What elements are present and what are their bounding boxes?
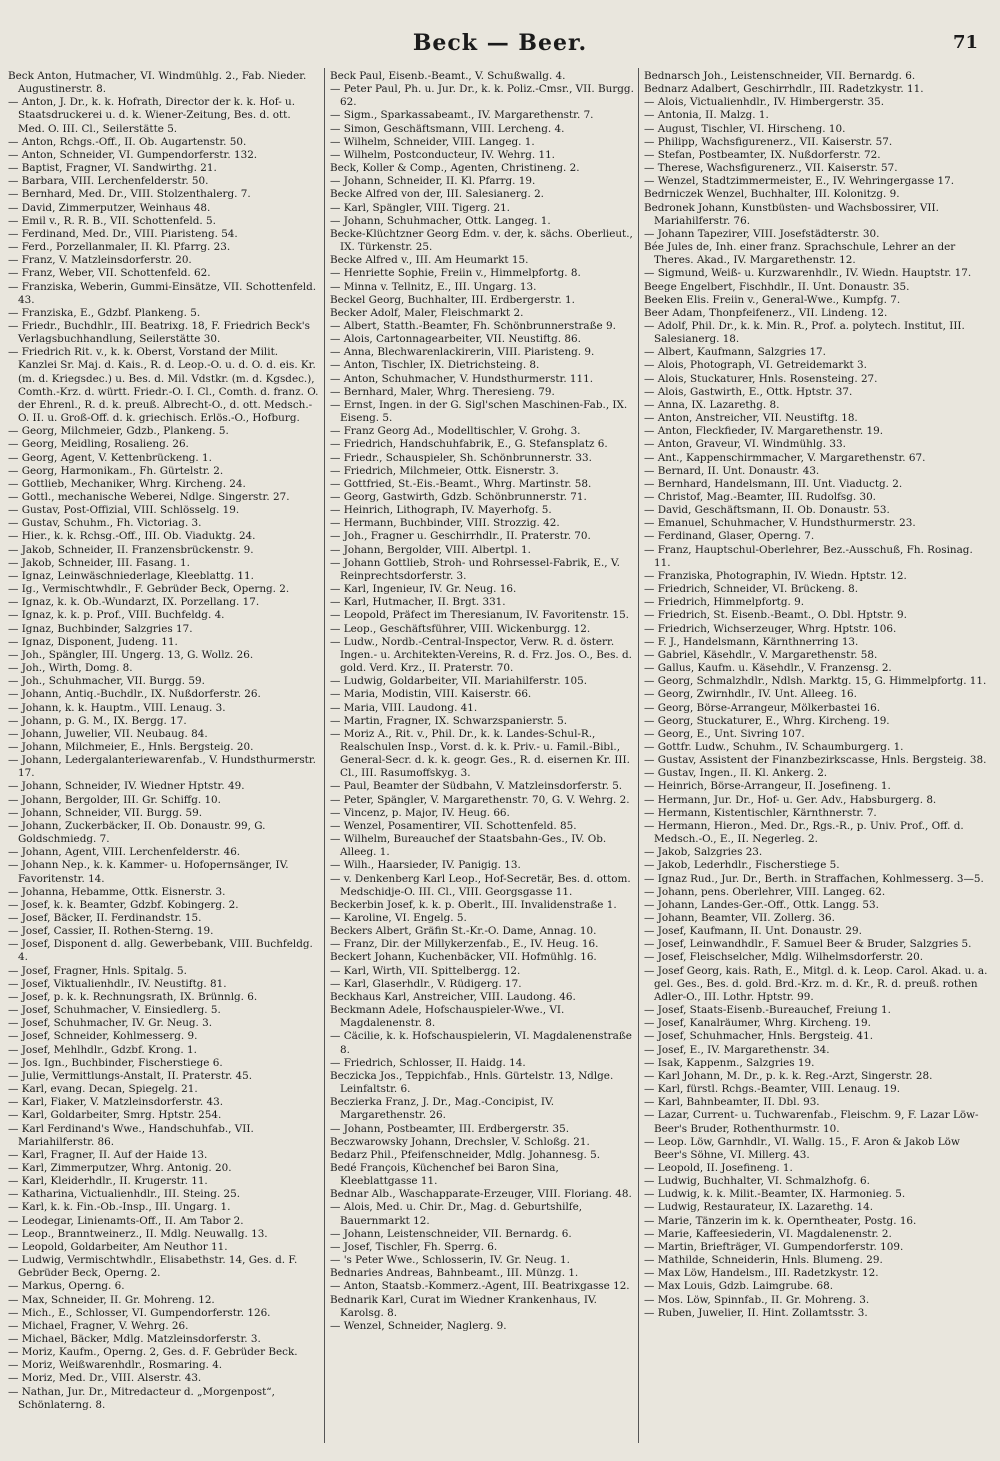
directory-entry: — Peter, Spängler, V. Margarethenstr. 70, G. V. Wehrg. 2. <box>330 793 630 806</box>
directory-entry: — Karl, Kleiderhdlr., II. Krugerstr. 11. <box>8 1175 208 1188</box>
directory-entry: — Josef, Fragner, Hnls. Spitalg. 5. <box>8 964 187 977</box>
directory-entry: — Georg, Milchmeier, Gdzb., Plankeng. 5. <box>8 425 229 438</box>
directory-entry: Beckhaus Karl, Anstreicher, VIII. Laudong. 46. <box>330 990 576 1003</box>
directory-entry: — Georg, Zwirnhdlr., IV. Unt. Alleeg. 16. <box>644 688 857 701</box>
directory-entry: — Ignaz, Disponent, Judeng. 11. <box>8 635 178 648</box>
directory-entry: Beckers Albert, Gräfin St.-Kr.-O. Dame, Annag. 10. <box>330 925 597 938</box>
directory-entry: — Ludwig, Restaurateur, IX. Lazarethg. 14. <box>644 1201 874 1214</box>
directory-entry: — Hermann, Jur. Dr., Hof- u. Ger. Adv., Habsburgerg. 8. <box>644 793 937 806</box>
directory-entry: — Anton, Schneider, VI. Gumpendorferstr. 132. <box>8 148 258 161</box>
page-header <box>0 30 1000 58</box>
directory-entry: — Johann Nep., k. k. Kammer- u. Hofopernsänger, IV. Favoritenstr. 14. <box>8 859 289 885</box>
directory-entry: — Ferd., Porzellanmaler, II. Kl. Pfarrg. 23. <box>8 241 231 254</box>
directory-entry: — Anton, Graveur, VI. Windmühlg. 33. <box>644 438 846 451</box>
directory-entry: — Johann, Schneider, IV. Wiedner Hptstr. 49. <box>8 780 245 793</box>
page-number: 71 <box>952 32 978 53</box>
directory-entry: Bednar Alb., Waschapparate-Erzeuger, VIII. Floriang. 48. <box>330 1188 632 1201</box>
directory-entry: Becke-Klüchtzner Georg Edm. v. der, k. sächs. Oberlieut., IX. Türkenstr. 25. <box>330 227 633 254</box>
directory-entry: — Karl, Hutmacher, II. Brgt. 331. <box>330 596 506 609</box>
directory-entry: — Minna v. Tellnitz, E., III. Ungarg. 13. <box>330 280 537 293</box>
directory-entry: — Franz, Weber, VII. Schottenfeld. 62. <box>8 267 211 280</box>
directory-entry: — Leopold, Präfect im Theresianum, IV. Favoritenstr. 15. <box>330 609 629 622</box>
directory-entry: — Alois, Photograph, VI. Getreidemarkt 3. <box>644 359 867 372</box>
directory-entry: — Johann Tapezirer, VIII. Josefstädterstr. 30. <box>644 227 880 240</box>
directory-entry: Beege Engelbert, Fischhdlr., II. Unt. Donaustr. 35. <box>644 280 910 293</box>
directory-entry: — Johann, k. k. Hauptm., VIII. Lenaug. 3. <box>8 701 226 714</box>
directory-entry: — Anton, Schuhmacher, V. Hundsthurmerstr. 111. <box>330 372 594 385</box>
directory-entry: — Friedrich, Milchmeier, Ottk. Eisnerstr. 3. <box>330 464 559 477</box>
directory-entry: — Georg, Meidling, Rosalieng. 26. <box>8 438 189 451</box>
directory-entry: — Therese, Wachsfigurenerz., VII. Kaiserstr. 57. <box>644 162 898 175</box>
directory-entry: — Wenzel, Schneider, Naglerg. 9. <box>330 1319 507 1332</box>
directory-entry: — Josef, p. k. k. Rechnungsrath, IX. Brünnlg. 6. <box>8 990 258 1003</box>
directory-entry: — Gottfr. Ludw., Schuhm., IV. Schaumburgerg. 1. <box>644 740 904 753</box>
directory-entry: — Gustav, Post-Offizial, VIII. Schlösselg. 19. <box>8 504 240 517</box>
directory-entry: — Friedr., Buchdhlr., III. Beatrixg. 18, F. Friedrich Beck's Verlagsbuchhandlung, Seilerstätte 30. <box>8 319 310 346</box>
directory-entry: — Michael, Bäcker, Mdlg. Matzleinsdorferstr. 3. <box>8 1333 261 1345</box>
directory-entry: — Ignaz, Buchbinder, Salzgries 17. <box>8 622 193 635</box>
column-divider <box>638 68 639 1443</box>
directory-entry: — Gabriel, Käsehdlr., V. Margarethenstr. 58. <box>644 648 878 661</box>
directory-entry: — Ferdinand, Glaser, Operng. 7. <box>644 530 815 543</box>
directory-entry: Bedronek Johann, Kunstbüsten- und Wachsbossirer, VII. Mariahilferstr. 76. <box>644 201 939 227</box>
directory-entry: — Josef, E., IV. Margarethenstr. 34. <box>644 1043 830 1056</box>
directory-entry: Beckmann Adele, Hofschauspieler-Wwe., VI. Magdalenenstr. 8. <box>330 1004 565 1030</box>
directory-entry: — Leopold, Goldarbeiter, Am Neuthor 11. <box>8 1240 228 1253</box>
directory-entry: — Franz, Hauptschul-Oberlehrer, Bez.-Ausschuß, Fh. Rosinag. 11. <box>644 543 973 569</box>
directory-entry: — Johann, Beamter, VII. Zollerg. 36. <box>644 912 835 924</box>
directory-entry: — Ludwig, Vermischtwhdlr., Elisabethstr. 14, Ges. d. F. Gebrüder Beck, Operng. 2. <box>8 1254 298 1280</box>
directory-entry: — Michael, Fragner, V. Wehrg. 26. <box>8 1319 189 1332</box>
directory-entry: Becker Adolf, Maler, Fleischmarkt 2. <box>330 306 524 319</box>
directory-entry: — Jos. Ign., Buchbinder, Fischerstiege 6. <box>8 1056 223 1069</box>
directory-entry: — Emil v., R. R. B., VII. Schottenfeld. 5. <box>8 214 216 227</box>
directory-entry: Becke Alfred von der, III. Salesianerg. 2. <box>330 188 544 201</box>
directory-entry: — Peter Paul, Ph. u. Jur. Dr., k. k. Poliz.-Cmsr., VII. Burgg. 62. <box>330 83 634 109</box>
directory-entry: — Martin, Briefträger, VI. Gumpendorferstr. 109. <box>644 1240 904 1253</box>
directory-entry: — Johann, Milchmeier, E., Hnls. Bergsteig. 20. <box>8 740 254 753</box>
directory-entry: — Gustav, Assistent der Finanzbezirkscasse, Hnls. Bergsteig. 38. <box>644 754 987 767</box>
directory-entry: — Friedrich, St. Eisenb.-Beamt., O. Dbl. Hptstr. 9. <box>644 609 907 622</box>
directory-entry: Bedarz Phil., Pfeifenschneider, Mdlg. Johannesg. 5. <box>330 1148 601 1161</box>
directory-entry: — Philipp, Wachsfigurenerz., VII. Kaiserstr. 57. <box>644 135 893 148</box>
directory-entry: — Josef, k. k. Beamter, Gdzbf. Kobingerg. 2. <box>8 898 239 911</box>
directory-entry: — Franz, Dir. der Millykerzenfab., E., IV. Heug. 16. <box>330 938 599 951</box>
directory-entry: — Paul, Beamter der Südbahn, V. Matzleinsdorferstr. 5. <box>330 780 623 793</box>
directory-entry: — Johann, Bergolder, III. Gr. Schiffg. 10. <box>8 793 221 806</box>
directory-entry: — Martin, Fragner, IX. Schwarzspanierstr. 5. <box>330 714 568 727</box>
directory-entry: — Joh., Fragner u. Geschirrhdlr., II. Praterstr. 70. <box>330 530 591 543</box>
directory-entry: — Friedrich, Schlosser, II. Haidg. 14. <box>330 1056 526 1069</box>
directory-entry: — Hermann, Hieron., Med. Dr., Rgs.-R., p. Univ. Prof., Off. d. Medsch.-O., E., II. Negerleg. 2. <box>644 819 964 846</box>
directory-entry: — Mathilde, Schneiderin, Hnls. Blumeng. 29. <box>644 1254 883 1267</box>
directory-entry: — August, Tischler, VI. Hirscheng. 10. <box>644 122 846 135</box>
directory-entry: — Anton, Staatsb.-Kommerz.-Agent, III. Beatrixgasse 12. <box>330 1280 630 1293</box>
directory-entry: — Johann, p. G. M., IX. Bergg. 17. <box>8 714 187 727</box>
directory-column-2 <box>330 70 634 1450</box>
directory-entry: — Max Louis, Gdzb. Laimgrube. 68. <box>644 1280 833 1293</box>
directory-entry: — Josef, Cassier, II. Rothen-Sterng. 19. <box>8 925 214 938</box>
directory-entry: — Josef, Tischler, Fh. Sperrg. 6. <box>330 1240 498 1253</box>
directory-entry: — David, Zimmerputzer, Weinhaus 48. <box>8 201 211 214</box>
directory-entry: Bednarsch Joh., Leistenschneider, VII. Bernardg. 6. <box>644 70 916 82</box>
directory-entry: — Leodegar, Linienamts-Off., II. Am Tabor 2. <box>8 1214 244 1227</box>
directory-entry: — Georg, Agent, V. Kettenbrückeng. 1. <box>8 451 212 464</box>
directory-entry: — Alois, Victualienhdlr., IV. Himbergerstr. 35. <box>644 96 885 109</box>
directory-entry: — Johann, Landes-Ger.-Off., Ottk. Langg. 53. <box>644 898 879 911</box>
directory-entry: Beeken Elis. Freiin v., General-Wwe., Kumpfg. 7. <box>644 293 901 306</box>
directory-entry: — Bernard, II. Unt. Donaustr. 43. <box>644 464 820 477</box>
directory-entry: — Karl, Bahnbeamter, II. Dbl. 93. <box>644 1096 820 1109</box>
directory-entry: — Gustav, Schuhm., Fh. Victoriag. 3. <box>8 517 202 530</box>
directory-entry: — Leop., Branntweinerz., II. Mdlg. Neuwallg. 13. <box>8 1227 268 1240</box>
directory-entry: — Karl Johann, M. Dr., p. k. k. Reg.-Arzt, Singerstr. 28. <box>644 1069 933 1082</box>
directory-entry: — Emanuel, Schuhmacher, V. Hundsthurmerstr. 23. <box>644 517 916 530</box>
directory-entry: — Karl, evang. Decan, Spiegelg. 21. <box>8 1083 198 1096</box>
directory-entry: — Ruben, Juwelier, II. Hint. Zollamtsstr. 3. <box>644 1306 868 1319</box>
directory-entry: — Ludwig, Goldarbeiter, VII. Mariahilferstr. 105. <box>330 675 587 688</box>
directory-entry: — Johann, Postbeamter, III. Erdbergerstr. 35. <box>330 1122 570 1135</box>
directory-entry: — Jakob, Schneider, II. Franzensbrückenstr. 9. <box>8 543 254 556</box>
directory-entry: — Johann, Ledergalanteriewarenfab., V. Hundsthurmerstr. 17. <box>8 754 316 780</box>
directory-entry: — Georg, Gastwirth, Gdzb. Schönbrunnerstr. 71. <box>330 491 587 503</box>
directory-entry: — Ludw., Nordb.-Central-Inspector, Verw. R. d. österr. Ingen.- u. Architekten-Vereins, R. d. Frz. Jos. O., Bes. d. gold. Verd. Krz., II. Praterstr. 70. <box>330 635 632 675</box>
directory-entry: — Ignaz, k. k. p. Prof., VIII. Buchfeldg. 4. <box>8 609 225 622</box>
directory-entry: — Ferdinand, Med. Dr., VIII. Piaristeng. 54. <box>8 227 238 240</box>
directory-entry: — Franziska, Weberin, Gummi-Einsätze, VII. Schottenfeld. 43. <box>8 280 317 306</box>
directory-entry: — Sigmund, Weiß- u. Kurzwarenhdlr., IV. Wiedn. Hauptstr. 17. <box>644 267 972 280</box>
directory-column-3 <box>644 70 990 1450</box>
directory-entry: — Hermann, Kistentischler, Kärnthnerstr. 7. <box>644 806 877 819</box>
directory-entry: Beck Paul, Eisenb.-Beamt., V. Schußwallg. 4. <box>330 70 566 82</box>
directory-entry: — Johann, Juwelier, VII. Neubaug. 84. <box>8 727 208 740</box>
directory-entry: — Joh., Spängler, III. Ungerg. 13, G. Wollz. 26. <box>8 648 254 661</box>
directory-entry: — Ig., Vermischtwhdlr., F. Gebrüder Beck, Operng. 2. <box>8 583 290 596</box>
directory-entry: — Johann Gottlieb, Stroh- und Rohrsessel-Fabrik, E., V. Reinprechtsdorferstr. 3. <box>330 556 620 582</box>
column-divider <box>324 68 325 1443</box>
directory-entry: Beckel Georg, Buchhalter, III. Erdbergerstr. 1. <box>330 293 575 306</box>
directory-entry: — Anna, IX. Lazarethg. 8. <box>644 398 780 411</box>
directory-entry: — Jakob, Lederhdlr., Fischerstiege 5. <box>644 859 840 872</box>
directory-entry: — Leop., Geschäftsführer, VIII. Wickenburgg. 12. <box>330 622 591 635</box>
directory-entry: — Karl, Ingenieur, IV. Gr. Neug. 16. <box>330 583 517 596</box>
directory-entry: — Anna, Blechwarenlackirerin, VIII. Piaristeng. 9. <box>330 346 595 359</box>
directory-entry: — Georg, Börse-Arrangeur, Mölkerbastei 16. <box>644 701 881 714</box>
directory-entry: — Johann, pens. Oberlehrer, VIII. Langeg. 62. <box>644 885 886 898</box>
directory-entry: — Johann, Zuckerbäcker, II. Ob. Donaustr. 99, G. Goldschmiedg. 7. <box>8 819 266 846</box>
directory-entry: — Johann, Schuhmacher, Ottk. Langeg. 1. <box>330 214 551 227</box>
directory-entry: — Johann, Bergolder, VIII. Albertpl. 1. <box>330 543 531 556</box>
directory-entry: Beczicka Jos., Teppichfab., Hnls. Gürtelstr. 13, Ndlge. Leinfaltstr. 6. <box>330 1069 614 1096</box>
directory-entry: — Anton, Tischler, IX. Dietrichsteing. 8. <box>330 359 540 372</box>
directory-entry: — Ignaz, k. k. Ob.-Wundarzt, IX. Porzellang. 17. <box>8 596 260 609</box>
directory-entry: — Adolf, Phil. Dr., k. k. Min. R., Prof. a. polytech. Institut, III. Salesianerg. 18. <box>644 319 965 346</box>
directory-entry: — Ignaz Rud., Jur. Dr., Berth. in Straffachen, Kohlmesserg. 3—5. <box>644 872 984 885</box>
directory-entry: Bednarz Adalbert, Geschirrhdlr., III. Radetzkystr. 11. <box>644 83 924 96</box>
directory-entry: — Josef, Schuhmacher, Hnls. Bergsteig. 41. <box>644 1030 874 1043</box>
directory-entry: — Franz Georg Ad., Modelltischler, V. Grohg. 3. <box>330 425 581 438</box>
directory-entry: — Josef, Viktualienhdlr., IV. Neustiftg. 81. <box>8 977 227 990</box>
directory-entry: Bée Jules de, Inh. einer franz. Sprachschule, Lehrer an der Theres. Akad., IV. Margarethenstr. 12. <box>644 241 956 267</box>
directory-entry: — Franziska, E., Gdzbf. Plankeng. 5. <box>8 306 201 319</box>
directory-entry: — Mich., E., Schlosser, VI. Gumpendorferstr. 126. <box>8 1306 271 1319</box>
directory-entry: — v. Denkenberg Karl Leop., Hof-Secretär, Bes. d. ottom. Medschidje-O. III. Cl., VIII. Georgsgasse 11. <box>330 872 631 898</box>
directory-entry: Beckert Johann, Kuchenbäcker, VII. Hofmühlg. 16. <box>330 951 597 964</box>
directory-entry: — Simon, Geschäftsmann, VIII. Lercheng. 4. <box>330 122 565 135</box>
directory-entry: Beczwarowsky Johann, Drechsler, V. Schloßg. 21. <box>330 1135 590 1148</box>
directory-entry: — Friedrich, Handschuhfabrik, E., G. Stefansplatz 6. <box>330 438 608 451</box>
directory-entry: — Hermann, Buchbinder, VIII. Strozzig. 42. <box>330 517 560 530</box>
directory-entry: — Josef, Mehlhdlr., Gdzbf. Krong. 1. <box>8 1043 197 1056</box>
directory-entry: — Karl, Goldarbeiter, Smrg. Hptstr. 254. <box>8 1109 222 1122</box>
directory-entry: — Alois, Med. u. Chir. Dr., Mag. d. Geburtshilfe, Bauernmarkt 12. <box>330 1201 583 1227</box>
directory-entry: — Friedrich Rit. v., k. k. Oberst, Vorstand der Milit. Kanzlei Sr. Maj. d. Kais., R. d. Leop.-O. u. d. O. d. eis. Kr. (m. d. Kriegsdec.) u. Bes. d. Mil. Vdstkr. (m. d. Kgsdec.), Comth.-Krz. d. württ. Friedr.-O. I. Cl., Comth. d. franz. O. der Ehrenl., R. d. k. preuß. Albrecht-O., d. ott. Medsch.-O. II. u. Groß-Off. d. k. griechisch. Erlös.-O., Hofburg. <box>8 346 319 425</box>
directory-entry: — Barbara, VIII. Lerchenfelderstr. 50. <box>8 175 209 188</box>
directory-entry: — David, Geschäftsmann, II. Ob. Donaustr. 53. <box>644 504 890 517</box>
directory-entry: — Ludwig, k. k. Milit.-Beamter, IX. Harmonieg. 5. <box>644 1188 906 1201</box>
directory-entry: Becke Alfred v., III. Am Heumarkt 15. <box>330 254 529 267</box>
directory-entry: — Markus, Operng. 6. <box>8 1280 125 1293</box>
directory-entry: Beckerbin Josef, k. k. p. Oberlt., III. Invalidenstraße 1. <box>330 898 617 911</box>
directory-entry: — Heinrich, Börse-Arrangeur, II. Josefineng. 1. <box>644 780 891 793</box>
directory-entry: — Moriz, Weißwarenhdlr., Rosmaring. 4. <box>8 1359 223 1372</box>
directory-entry: — Bernhard, Maler, Whrg. Theresieng. 79. <box>330 385 555 398</box>
directory-entry: Beer Adam, Thonpfeifenerz., VII. Lindeng. 12. <box>644 306 888 319</box>
directory-entry: — 's Peter Wwe., Schlosserin, IV. Gr. Neug. 1. <box>330 1254 570 1267</box>
directory-entry: — Wenzel, Posamentirer, VII. Schottenfeld. 85. <box>330 819 577 832</box>
directory-entry: — Ant., Kappenschirmmacher, V. Margarethenstr. 67. <box>644 451 926 464</box>
directory-entry: — Friedrich, Schneider, VI. Brückeng. 8. <box>644 583 859 596</box>
directory-entry: — Antonia, II. Malzg. 1. <box>644 109 769 122</box>
directory-entry: — Anton, Fleckfieder, IV. Margarethenstr. 19. <box>644 425 884 438</box>
directory-entry: — Heinrich, Lithograph, IV. Mayerhofg. 5. <box>330 504 552 517</box>
directory-entry: — Karl, Wirth, VII. Spittelbergg. 12. <box>330 964 521 977</box>
directory-entry: — Gottl., mechanische Weberei, Ndlge. Singerstr. 27. <box>8 491 290 503</box>
directory-entry: — Johann, Schneider, II. Kl. Pfarrg. 19. <box>330 175 536 188</box>
directory-entry: — Johanna, Hebamme, Ottk. Eisnerstr. 3. <box>8 885 226 898</box>
directory-entry: — Wilh., Haarsieder, IV. Panigig. 13. <box>330 859 521 872</box>
directory-entry: — Ignaz, Leinwäschniederlage, Kleeblattg. 11. <box>8 569 254 582</box>
directory-entry: Beck Anton, Hutmacher, VI. Windmühlg. 2., Fab. Nieder. Augustinerstr. 8. <box>8 70 307 96</box>
directory-entry: Beczierka Franz, J. Dr., Mag.-Concipist, IV. Margarethenstr. 26. <box>330 1096 555 1122</box>
directory-entry: — Albert, Statth.-Beamter, Fh. Schönbrunnerstraße 9. <box>330 319 616 332</box>
directory-entry: — Mos. Löw, Spinnfab., II. Gr. Mohreng. 3. <box>644 1293 870 1306</box>
directory-entry: — Max Löw, Handelsm., III. Radetzkystr. 12. <box>644 1267 879 1280</box>
page-title: Beck — Beer. <box>412 30 588 56</box>
directory-entry: — Wenzel, Stadtzimmermeister, E., IV. Wehringergasse 17. <box>644 175 955 188</box>
directory-entry: — F. J., Handelsmann, Kärnthnerring 13. <box>644 635 859 648</box>
directory-entry: — Anton, Rchgs.-Off., II. Ob. Augartenstr. 50. <box>8 135 247 148</box>
directory-entry: — Josef, Disponent d. allg. Gewerbebank, VIII. Buchfeldg. 4. <box>8 938 313 964</box>
directory-entry: — Cäcilie, k. k. Hofschauspielerin, VI. Magdalenenstraße 8. <box>330 1030 632 1056</box>
directory-entry: — Friedrich, Wichserzeuger, Whrg. Hptstr. 106. <box>644 622 897 635</box>
directory-entry: — Anton, J. Dr., k. k. Hofrath, Director der k. k. Hof- u. Staatsdruckerei u. d. k. Wiener-Zeitung, Bes. d. ott. Med. O. III. Cl., Seilerstätte 5. <box>8 96 296 135</box>
directory-entry: — Alois, Stuckaturer, Hnls. Rosensteing. 27. <box>644 372 878 385</box>
directory-entry: — Karl Ferdinand's Wwe., Handschuhfab., VII. Mariahilferstr. 86. <box>8 1122 254 1148</box>
directory-entry: — Wilhelm, Schneider, VIII. Langeg. 1. <box>330 135 535 148</box>
directory-entry: — Hier., k. k. Rchsg.-Off., III. Ob. Viaduktg. 24. <box>8 530 256 543</box>
directory-entry: — Maria, VIII. Laudong. 41. <box>330 701 478 714</box>
directory-entry: — Ludwig, Buchhalter, VI. Schmalzhofg. 6. <box>644 1175 870 1188</box>
directory-entry: — Bernhard, Med. Dr., VIII. Stolzenthalerg. 7. <box>8 188 251 201</box>
directory-entry: — Karl, fürstl. Rchgs.-Beamter, VIII. Lenaug. 19. <box>644 1083 901 1096</box>
directory-entry: — Josef, Staats-Eisenb.-Bureauchef, Freiung 1. <box>644 1004 891 1017</box>
directory-entry: — Gottlieb, Mechaniker, Whrg. Kircheng. 24. <box>8 477 246 490</box>
directory-entry: — Georg, Harmonikam., Fh. Gürtelstr. 2. <box>8 464 224 477</box>
directory-entry: — Jakob, Salzgries 23. <box>644 846 763 859</box>
directory-entry: — Karl, Fragner, II. Auf der Haide 13. <box>8 1148 208 1161</box>
directory-entry: — Isak, Kappenm., Salzgries 19. <box>644 1056 815 1069</box>
directory-entry: — Gustav, Ingen., II. Kl. Ankerg. 2. <box>644 767 828 780</box>
directory-entry: — Joh., Wirth, Domg. 8. <box>8 662 133 675</box>
directory-entry: — Alois, Cartonnagearbeiter, VII. Neustiftg. 86. <box>330 333 581 346</box>
directory-entry: — Anton, Anstreicher, VII. Neustiftg. 18. <box>644 412 858 425</box>
directory-entry: — Johann, Antiq.-Buchdlr., IX. Nußdorferstr. 26. <box>8 688 261 701</box>
directory-entry: Bedrniczek Wenzel, Buchhalter, III. Kolonitzg. 9. <box>644 188 900 201</box>
directory-entry: — Josef, Kaufmann, II. Unt. Donaustr. 29. <box>644 925 862 938</box>
directory-entry: — Josef, Schneider, Kohlmesserg. 9. <box>8 1030 198 1043</box>
directory-entry: — Karl, Spängler, VIII. Tigerg. 21. <box>330 201 510 214</box>
directory-entry: — Wilhelm, Postconducteur, IV. Wehrg. 11. <box>330 148 555 161</box>
directory-entry: — Georg, Stuckaturer, E., Whrg. Kircheng. 19. <box>644 714 890 727</box>
directory-entry: — Karoline, VI. Engelg. 5. <box>330 912 467 924</box>
directory-entry: — Friedrich, Himmelpfortg. 9. <box>644 596 805 609</box>
directory-entry: — Maria, Modistin, VIII. Kaiserstr. 66. <box>330 688 532 701</box>
directory-entry: — Johann, Leistenschneider, VII. Bernardg. 6. <box>330 1227 572 1240</box>
directory-entry: — Josef Georg, kais. Rath, E., Mitgl. d. k. Leop. Carol. Akad. u. a. gel. Ges., Bes. d. gold. Brd.-Krz. m. d. Kr., R. d. preuß. rothen Adler-O., III. Lothr. Hptstr. 99. <box>644 964 988 1003</box>
directory-entry: — Josef, Schuhmacher, IV. Gr. Neug. 3. <box>8 1017 213 1030</box>
directory-entry: Beck, Koller & Comp., Agenten, Christineng. 2. <box>330 162 580 175</box>
directory-entry: — Albert, Kaufmann, Salzgries 17. <box>644 346 826 359</box>
directory-entry: — Jakob, Schneider, III. Fasang. 1. <box>8 556 190 569</box>
directory-entry: Bedé François, Küchenchef bei Baron Sina, Kleeblattgasse 11. <box>330 1161 559 1188</box>
directory-entry: — Georg, Schmalzhdlr., Ndlsh. Marktg. 15, G. Himmelpfortg. 11. <box>644 675 987 688</box>
directory-entry: — Henriette Sophie, Freiin v., Himmelpfortg. 8. <box>330 267 581 280</box>
directory-entry: — Marie, Kaffeesiederin, VI. Magdalenenstr. 2. <box>644 1227 892 1240</box>
directory-entry: — Karl, Glaserhdlr., V. Rüdigerg. 17. <box>330 977 522 990</box>
directory-entry: — Moriz, Med. Dr., VIII. Alserstr. 43. <box>8 1372 202 1385</box>
directory-entry: — Franz, V. Matzleinsdorferstr. 20. <box>8 254 192 267</box>
directory-entry: — Lazar, Current- u. Tuchwarenfab., Fleischm. 9, F. Lazar Löw-Beer's Bruder, Rothenthurmstr. 10. <box>644 1109 979 1135</box>
directory-column-1 <box>8 70 320 1450</box>
directory-entry: — Johann, Schneider, VII. Burgg. 59. <box>8 806 203 819</box>
directory-entry: — Karl, Zimmerputzer, Whrg. Antonig. 20. <box>8 1161 232 1174</box>
directory-entry: — Gottfried, St.-Eis.-Beamt., Whrg. Martinstr. 58. <box>330 477 592 490</box>
directory-entry: — Karl, Fiaker, V. Matzleinsdorferstr. 43. <box>8 1096 224 1109</box>
directory-entry: — Josef, Leinwandhdlr., F. Samuel Beer & Bruder, Salzgries 5. <box>644 938 972 951</box>
directory-entry: — Karl, k. k. Fin.-Ob.-Insp., III. Ungarg. 1. <box>8 1201 231 1214</box>
directory-entry: — Wilhelm, Bureauchef der Staatsbahn-Ges., IV. Ob. Alleeg. 1. <box>330 833 607 859</box>
directory-entry: — Max, Schneider, II. Gr. Mohreng. 12. <box>8 1293 215 1306</box>
directory-entry: — Katharina, Victualienhdlr., III. Steing. 25. <box>8 1188 241 1201</box>
directory-entry: — Baptist, Fragner, VI. Sandwirthg. 21. <box>8 162 217 175</box>
directory-entry: — Ernst, Ingen. in der G. Sigl'schen Maschinen-Fab., IX. Eiseng. 5. <box>330 398 628 425</box>
directory-entry: — Josef, Schuhmacher, V. Einsiedlerg. 5. <box>8 1004 221 1017</box>
directory-entry: — Moriz A., Rit. v., Phil. Dr., k. k. Landes-Schul-R., Realschulen Insp., Vorst. d. k. k. Priv.- u. Famil.-Bibl., General-Secr. d. k. k. geogr. Ges., R. d. eisernen Kr. III. Cl., III. Rasumoffskyg. 3. <box>330 727 630 780</box>
directory-entry: — Franziska, Photographin, IV. Wiedn. Hptstr. 12. <box>644 569 907 582</box>
directory-entry: — Moriz, Kaufm., Operng. 2, Ges. d. F. Gebrüder Beck. <box>8 1346 298 1359</box>
directory-entry: — Joh., Schuhmacher, VII. Burgg. 59. <box>8 675 205 688</box>
directory-entry: — Georg, E., Unt. Sivring 107. <box>644 727 805 740</box>
directory-entry: — Marie, Tänzerin im k. k. Operntheater, Postg. 16. <box>644 1214 917 1227</box>
directory-entry: — Stefan, Postbeamter, IX. Nußdorferstr. 72. <box>644 148 881 161</box>
directory-entry: — Christof, Mag.-Beamter, III. Rudolfsg. 30. <box>644 491 876 503</box>
directory-entry: — Gallus, Kaufm. u. Käsehdlr., V. Franzensg. 2. <box>644 662 892 675</box>
directory-entry: Bednaries Andreas, Bahnbeamt., III. Münzg. 1. <box>330 1267 579 1280</box>
directory-entry: — Alois, Gastwirth, E., Ottk. Hptstr. 37. <box>644 385 853 398</box>
directory-entry: — Leopold, II. Josefineng. 1. <box>644 1161 793 1174</box>
directory-entry: — Nathan, Jur. Dr., Mitredacteur d. „Morgenpost“, Schönlaterng. 8. <box>8 1385 275 1411</box>
directory-entry: — Johann, Agent, VIII. Lerchenfelderstr. 46. <box>8 846 241 859</box>
directory-entry: — Josef, Kanalräumer, Whrg. Kircheng. 19. <box>644 1017 871 1030</box>
directory-entry: — Bernhard, Handelsmann, III. Unt. Viaductg. 2. <box>644 477 903 490</box>
directory-entry: — Leop. Löw, Garnhdlr., VI. Wallg. 15., F. Aron & Jakob Löw Beer's Söhne, VI. Millerg. 43. <box>644 1135 960 1161</box>
directory-entry: Bednarik Karl, Curat im Wiedner Krankenhaus, IV. Karolsg. 8. <box>330 1293 597 1319</box>
directory-entry: — Julie, Vermittlungs-Anstalt, II. Praterstr. 45. <box>8 1069 253 1082</box>
directory-entry: — Vincenz, p. Major, IV. Heug. 66. <box>330 806 510 819</box>
directory-entry: — Friedr., Schauspieler, Sh. Schönbrunnerstr. 33. <box>330 451 592 464</box>
directory-entry: — Sigm., Sparkassabeamt., IV. Margarethenstr. 7. <box>330 109 594 122</box>
directory-entry: — Josef, Fleischselcher, Mdlg. Wilhelmsdorferstr. 20. <box>644 951 924 964</box>
directory-entry: — Josef, Bäcker, II. Ferdinandstr. 15. <box>8 912 202 924</box>
